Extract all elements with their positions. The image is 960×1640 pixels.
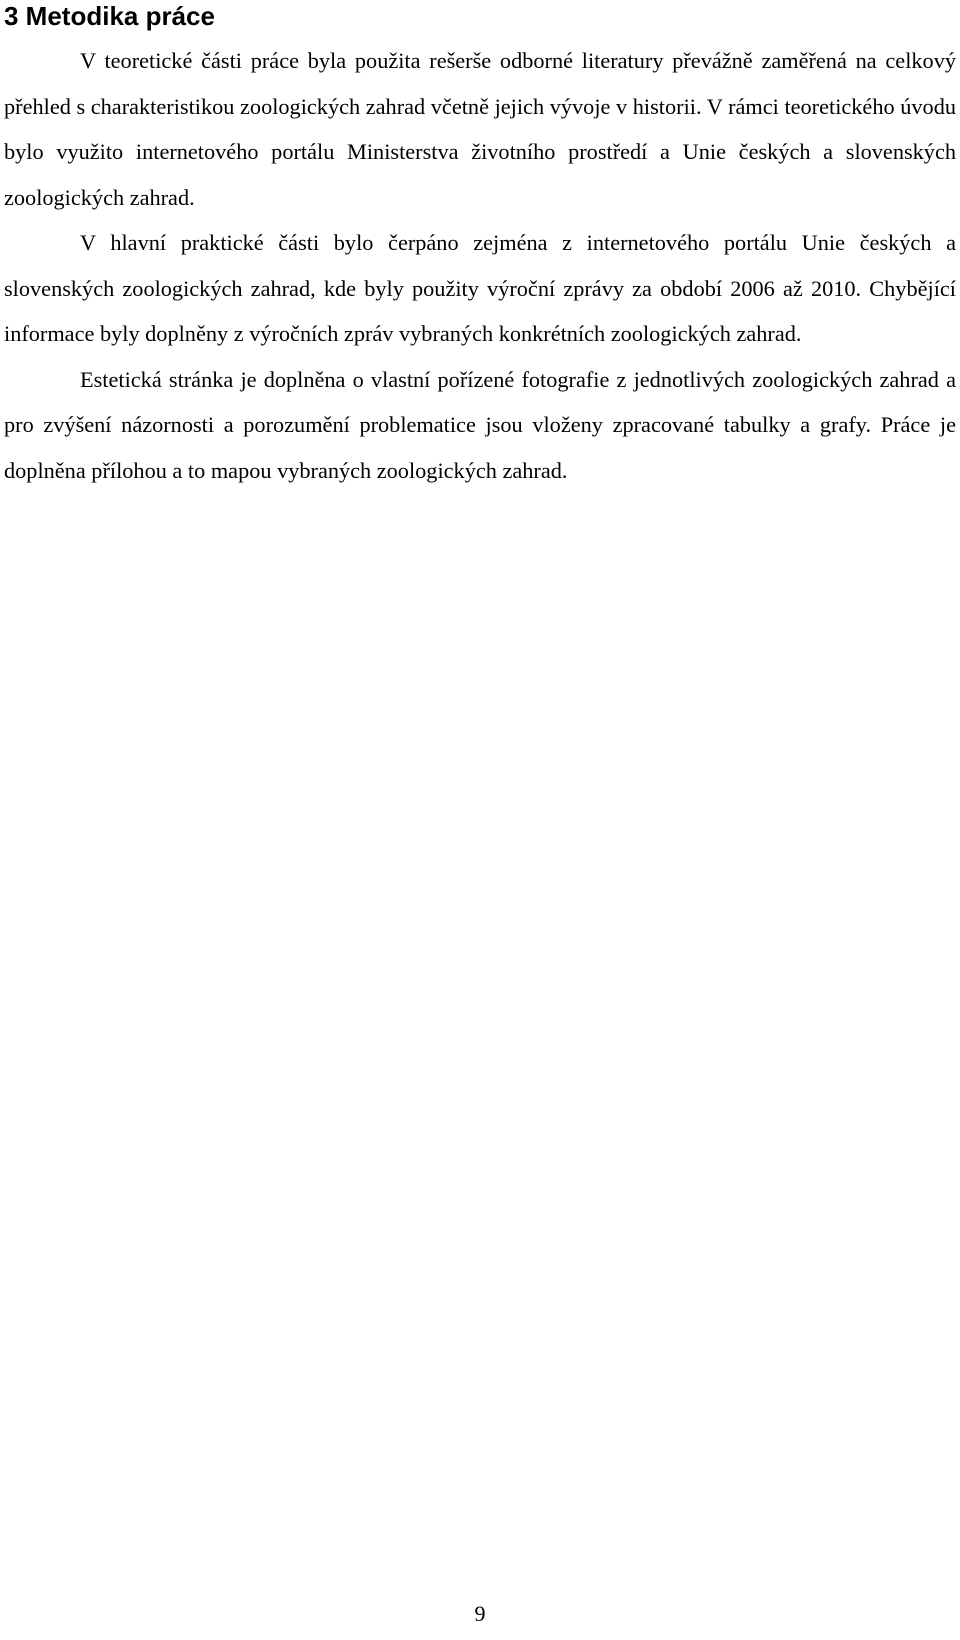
paragraph-aesthetic-part: Estetická stránka je doplněna o vlastní pořízené fotografie z jednotlivých zoologických zahrad a pro zvýšení názornosti a porozumění problematice jsou vloženy zpracované tabulky a grafy. Práce je doplněna přílohou a to mapou vybraných zoologických zahrad. bbox=[4, 366, 956, 483]
page-number: 9 bbox=[474, 1601, 486, 1626]
section-heading: 3 Metodika práce bbox=[4, 1, 215, 31]
page-content bbox=[4, 0, 956, 493]
paragraph-theoretical-part: V teoretické části práce byla použita rešerše odborné literatury převážně zaměřená na celkový přehled s charakteristikou zoologických zahrad včetně jejich vývoje v historii. V rámci teoretického úvodu bylo využito internetového portálu Ministerstva životního prostředí a Unie českých a slovenských zoologických zahrad. bbox=[4, 48, 956, 210]
paragraph-practical-part: V hlavní praktické části bylo čerpáno zejména z internetového portálu Unie českých a slovenských zoologických zahrad, kde byly použity výroční zprávy za období 2006 až 2010. Chybějící informace byly doplněny z výročních zpráv vybraných konkrétních zoologických zahrad. bbox=[4, 230, 956, 346]
